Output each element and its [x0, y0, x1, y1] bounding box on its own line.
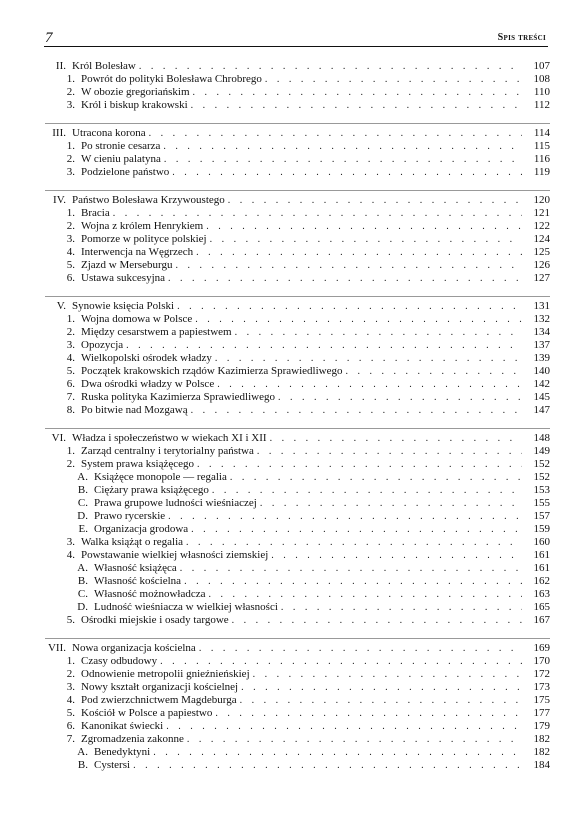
subsection-entry-page: 155 — [533, 496, 550, 509]
chapter-entry-number: IV. — [53, 193, 66, 206]
subchapter-entry[interactable] — [45, 339, 550, 352]
subchapter-entry-number: 2. — [66, 667, 75, 680]
subchapter-entry-title: Powstawanie wielkiej własności ziemskiej — [81, 548, 269, 561]
subchapter-entry-page: 170 — [533, 654, 550, 667]
subchapter-entry-page: 145 — [533, 390, 550, 403]
subsection-entry-page: 182 — [533, 745, 550, 758]
subchapter-entry-title: Powrót do polityki Bolesława Chrobrego — [81, 73, 262, 85]
subsection-entry-number: D. — [77, 600, 88, 613]
subchapter-entry-page: 152 — [533, 457, 550, 470]
subchapter-entry[interactable] — [45, 681, 550, 694]
subchapter-entry-title: Odnowienie metropolii gnieźnieńskiej — [81, 667, 250, 680]
subchapter-entry-title: Po stronie cesarza — [81, 139, 161, 152]
chapter-entry[interactable] — [45, 642, 550, 655]
dot-leader — [271, 549, 522, 562]
dot-leader — [270, 432, 522, 445]
subsection-entry[interactable] — [45, 510, 550, 523]
subchapter-entry-title: Początek krakowskich rządów Kazimierza Sprawiedliwego — [81, 364, 343, 377]
subchapter-entry-number: 5. — [66, 706, 75, 719]
subchapter-entry[interactable] — [45, 326, 550, 339]
dot-leader — [215, 707, 522, 720]
dot-leader — [208, 588, 522, 601]
subchapter-entry-page: 122 — [533, 219, 550, 232]
subchapter-entry-number: 2. — [66, 457, 75, 470]
subchapter-entry-number: 6. — [66, 271, 75, 284]
subchapter-entry-number: 1. — [66, 139, 75, 152]
chapter-entry[interactable] — [45, 300, 550, 313]
subchapter-entry-page: 124 — [533, 232, 550, 245]
dot-leader — [180, 562, 522, 575]
subchapter-entry-number: 1. — [66, 444, 75, 457]
subchapter-entry-page: 149 — [533, 444, 550, 457]
subchapter-entry-title: Zarząd centralny i terytorialny państwa — [81, 444, 254, 457]
dot-leader — [191, 404, 522, 417]
subchapter-entry[interactable] — [45, 313, 550, 326]
subchapter-entry-number: 4. — [66, 245, 75, 258]
dot-leader — [166, 720, 522, 733]
subchapter-entry[interactable] — [45, 99, 550, 112]
dot-leader — [206, 220, 522, 233]
dot-leader — [163, 140, 522, 153]
subchapter-entry[interactable] — [45, 614, 550, 627]
toc-chapter-section — [45, 60, 550, 123]
subchapter-entry[interactable] — [45, 246, 550, 259]
subchapter-entry-number: 3. — [66, 535, 75, 548]
subchapter-entry-page: 161 — [533, 548, 550, 561]
chapter-entry-number: II. — [55, 60, 66, 72]
subchapter-entry-number: 3. — [66, 680, 75, 693]
subsection-entry-title: Prawa grupowe ludności wieśniaczej — [94, 496, 257, 509]
chapter-entry[interactable] — [45, 194, 550, 207]
subsection-entry[interactable] — [45, 562, 550, 575]
subchapter-entry-number: 2. — [66, 86, 75, 98]
chapter-entry[interactable] — [45, 60, 550, 73]
subsection-entry-number: D. — [77, 509, 88, 522]
subchapter-entry[interactable] — [45, 365, 550, 378]
subchapter-entry-number: 1. — [66, 73, 75, 85]
dot-leader — [230, 471, 522, 484]
subchapter-entry-number: 6. — [66, 719, 75, 732]
chapter-entry-page: 120 — [533, 193, 550, 206]
dot-leader — [197, 458, 522, 471]
subsection-entry-page: 184 — [533, 758, 550, 771]
subchapter-entry-title: Walka książąt o regalia — [81, 535, 184, 548]
subchapter-entry-number: 5. — [66, 258, 75, 271]
subchapter-entry-title: Pomorze w polityce polskiej — [81, 232, 207, 245]
dot-leader — [126, 339, 522, 352]
subchapter-entry[interactable] — [45, 352, 550, 365]
subchapter-entry-number: 1. — [66, 312, 75, 325]
dot-leader — [241, 681, 522, 694]
subchapter-entry-title: Król i biskup krakowski — [81, 99, 188, 111]
dot-leader — [278, 391, 522, 404]
subchapter-entry-page: 172 — [533, 667, 550, 680]
subchapter-entry[interactable] — [45, 458, 550, 471]
subchapter-entry-page: 177 — [533, 706, 550, 719]
page-header — [45, 28, 548, 46]
subchapter-entry-title: Nowy kształt organizacji kościelnej — [81, 680, 239, 693]
table-of-contents — [45, 60, 550, 783]
dot-leader — [193, 86, 522, 99]
chapter-entry-page: 148 — [533, 431, 550, 444]
toc-chapter-section — [45, 123, 550, 190]
subchapter-entry-number: 7. — [66, 390, 75, 403]
subchapter-entry-number: 4. — [66, 351, 75, 364]
subchapter-entry-number: 2. — [66, 325, 75, 338]
dot-leader — [113, 207, 522, 220]
subsection-entry[interactable] — [45, 601, 550, 614]
subchapter-entry[interactable] — [45, 733, 550, 746]
subchapter-entry-title: Wielkopolski ośrodek władzy — [81, 351, 212, 364]
subchapter-entry-page: 110 — [533, 86, 550, 98]
subchapter-entry[interactable] — [45, 73, 550, 86]
dot-leader — [257, 445, 522, 458]
subchapter-entry[interactable] — [45, 536, 550, 549]
subsection-entry-page: 162 — [533, 574, 550, 587]
subchapter-entry-page: 173 — [533, 680, 550, 693]
subchapter-entry-page: 179 — [533, 719, 550, 732]
subsection-entry-number: B. — [77, 758, 88, 771]
subsection-entry[interactable] — [45, 588, 550, 601]
page-number: 7 — [45, 30, 53, 46]
subchapter-entry-title: Dwa ośrodki władzy w Polsce — [81, 377, 215, 390]
dot-leader — [133, 759, 522, 772]
subchapter-entry-page: 147 — [533, 403, 550, 416]
subsection-entry-title: Własność możnowładcza — [94, 587, 206, 600]
subchapter-entry-number: 3. — [66, 99, 75, 111]
dot-leader — [168, 272, 522, 285]
subchapter-entry-page: 127 — [533, 271, 550, 284]
chapter-entry[interactable] — [45, 127, 550, 140]
subsection-entry-number: C. — [77, 587, 88, 600]
subsection-entry-title: Ludność wieśniacza w wielkiej własności — [94, 600, 278, 613]
subsection-entry-title: Benedyktyni — [94, 745, 151, 758]
chapter-entry-title: Utracona korona — [72, 126, 146, 139]
subchapter-entry-page: 119 — [533, 165, 550, 178]
subchapter-entry-title: Pod zwierzchnictwem Magdeburga — [81, 693, 237, 706]
dot-leader — [172, 166, 522, 179]
subchapter-entry[interactable] — [45, 272, 550, 285]
subchapter-entry-title: Wojna z królem Henrykiem — [81, 219, 204, 232]
toc-chapter-section — [45, 638, 550, 783]
subchapter-entry[interactable] — [45, 668, 550, 681]
chapter-entry-page: 107 — [533, 60, 550, 72]
subchapter-entry-number: 1. — [66, 206, 75, 219]
subchapter-entry-title: Bracia — [81, 206, 110, 219]
chapter-entry-title: Państwo Bolesława Krzywoustego — [72, 193, 225, 206]
subchapter-entry-title: Zjazd w Merseburgu — [81, 258, 173, 271]
subchapter-entry-title: System prawa książęcego — [81, 457, 195, 470]
dot-leader — [177, 300, 522, 313]
subchapter-entry-title: Ośrodki miejskie i osady targowe — [81, 613, 229, 626]
chapter-entry-number: V. — [56, 299, 66, 312]
chapter-entry-number: VII. — [47, 641, 66, 654]
subchapter-entry-title: Opozycja — [81, 338, 124, 351]
subchapter-entry-title: W obozie gregoriańskim — [81, 86, 190, 98]
chapter-entry-page: 131 — [533, 299, 550, 312]
subchapter-entry-page: 132 — [533, 312, 550, 325]
dot-leader — [265, 73, 522, 86]
subchapter-entry-title: Zgromadzenia zakonne — [81, 732, 184, 745]
subchapter-entry-number: 5. — [66, 364, 75, 377]
subchapter-entry-number: 3. — [66, 338, 75, 351]
subchapter-entry-page: 112 — [533, 99, 550, 111]
dot-leader — [345, 365, 522, 378]
subsection-entry-title: Książęce monopole — regalia — [94, 470, 227, 483]
dot-leader — [149, 127, 522, 140]
subchapter-entry[interactable] — [45, 166, 550, 179]
chapter-entry-page: 169 — [533, 641, 550, 654]
dot-leader — [235, 326, 522, 339]
chapter-entry-title: Władza i społeczeństwo w wiekach XI i XII — [72, 431, 267, 444]
dot-leader — [153, 746, 522, 759]
subsection-entry-page: 152 — [533, 470, 550, 483]
subsection-entry[interactable] — [45, 575, 550, 588]
subchapter-entry-page: 142 — [533, 377, 550, 390]
subchapter-entry-page: 115 — [533, 139, 550, 152]
subchapter-entry-title: Kanonikat świecki — [81, 719, 164, 732]
subchapter-entry-page: 182 — [533, 732, 550, 745]
subchapter-entry-page: 160 — [533, 535, 550, 548]
toc-chapter-section — [45, 190, 550, 296]
subchapter-entry-page: 108 — [533, 73, 550, 85]
chapter-entry-title: Król Bolesław — [72, 60, 136, 72]
chapter-entry-number: III. — [52, 126, 66, 139]
dot-leader — [232, 614, 522, 627]
subchapter-entry-page: 121 — [533, 206, 550, 219]
dot-leader — [191, 523, 522, 536]
subsection-entry-title: Prawo rycerskie — [94, 509, 166, 522]
chapter-entry-title: Nowa organizacja kościelna — [72, 641, 196, 654]
subchapter-entry-number: 8. — [66, 403, 75, 416]
dot-leader — [281, 601, 522, 614]
subsection-entry-number: B. — [77, 483, 88, 496]
subchapter-entry[interactable] — [45, 404, 550, 417]
chapter-entry-page: 114 — [533, 126, 550, 139]
dot-leader — [253, 668, 522, 681]
subchapter-entry[interactable] — [45, 86, 550, 99]
subchapter-entry[interactable] — [45, 220, 550, 233]
subchapter-entry-number: 3. — [66, 165, 75, 178]
subchapter-entry[interactable] — [45, 707, 550, 720]
subchapter-entry-title: Kościół w Polsce a papiestwo — [81, 706, 213, 719]
subchapter-entry[interactable] — [45, 153, 550, 166]
subchapter-entry[interactable] — [45, 140, 550, 153]
dot-leader — [196, 246, 522, 259]
subsection-entry[interactable] — [45, 484, 550, 497]
chapter-entry[interactable] — [45, 432, 550, 445]
subchapter-entry-number: 7. — [66, 732, 75, 745]
dot-leader — [160, 655, 522, 668]
subchapter-entry-title: Wojna domowa w Polsce — [81, 312, 193, 325]
dot-leader — [215, 352, 522, 365]
subchapter-entry-number: 1. — [66, 654, 75, 667]
dot-leader — [186, 536, 522, 549]
subchapter-entry-page: 126 — [533, 258, 550, 271]
dot-leader — [164, 153, 522, 166]
dot-leader — [168, 510, 522, 523]
subchapter-entry[interactable] — [45, 207, 550, 220]
subchapter-entry-title: Ruska polityka Kazimierza Sprawiedliwego — [81, 390, 275, 403]
subchapter-entry-title: Czasy odbudowy — [81, 654, 158, 667]
subchapter-entry-number: 5. — [66, 613, 75, 626]
dot-leader — [175, 259, 522, 272]
subchapter-entry[interactable] — [45, 378, 550, 391]
subsection-entry-number: A. — [77, 470, 88, 483]
subchapter-entry-number: 2. — [66, 219, 75, 232]
subchapter-entry-title: W cieniu palatyna — [81, 152, 161, 165]
subchapter-entry-page: 139 — [533, 351, 550, 364]
subchapter-entry-page: 175 — [533, 693, 550, 706]
subsection-entry-title: Własność książęca — [94, 561, 177, 574]
subchapter-entry-number: 6. — [66, 377, 75, 390]
subchapter-entry[interactable] — [45, 720, 550, 733]
subsection-entry-number: A. — [77, 561, 88, 574]
subsection-entry-page: 161 — [533, 561, 550, 574]
subchapter-entry-page: 137 — [533, 338, 550, 351]
chapter-entry-title: Synowie księcia Polski — [72, 299, 175, 312]
dot-leader — [228, 194, 522, 207]
subsection-entry-title: Cystersi — [94, 758, 131, 771]
toc-chapter-section — [45, 296, 550, 428]
subsection-entry[interactable] — [45, 759, 550, 772]
subchapter-entry-title: Po bitwie nad Mozgawą — [81, 403, 188, 416]
subchapter-entry-page: 125 — [533, 245, 550, 258]
subsection-entry[interactable] — [45, 497, 550, 510]
dot-leader — [184, 575, 522, 588]
subsection-entry-number: A. — [77, 745, 88, 758]
subchapter-entry-page: 167 — [533, 613, 550, 626]
subchapter-entry[interactable] — [45, 391, 550, 404]
dot-leader — [217, 378, 522, 391]
subchapter-entry[interactable] — [45, 259, 550, 272]
subsection-entry-title: Ciężary prawa książęcego — [94, 483, 209, 496]
subsection-entry-page: 165 — [533, 600, 550, 613]
subchapter-entry[interactable] — [45, 549, 550, 562]
subchapter-entry[interactable] — [45, 655, 550, 668]
dot-leader — [240, 694, 522, 707]
subsection-entry[interactable] — [45, 471, 550, 484]
subchapter-entry-page: 140 — [533, 364, 550, 377]
dot-leader — [212, 484, 522, 497]
subchapter-entry[interactable] — [45, 445, 550, 458]
subsection-entry[interactable] — [45, 523, 550, 536]
subchapter-entry-title: Interwencja na Węgrzech — [81, 245, 194, 258]
running-title: Spis treści — [497, 32, 546, 43]
subchapter-entry-title: Między cesarstwem a papiestwem — [81, 325, 232, 338]
dot-leader — [187, 733, 522, 746]
subsection-entry-title: Własność kościelna — [94, 574, 182, 587]
subsection-entry-page: 153 — [533, 483, 550, 496]
subchapter-entry-number: 4. — [66, 548, 75, 561]
subsection-entry-page: 163 — [533, 587, 550, 600]
subchapter-entry-number: 2. — [66, 152, 75, 165]
dot-leader — [210, 233, 522, 246]
subchapter-entry-page: 134 — [533, 325, 550, 338]
chapter-entry-number: VI. — [51, 431, 66, 444]
subchapter-entry-number: 4. — [66, 693, 75, 706]
toc-chapter-section — [45, 428, 550, 638]
dot-leader — [191, 99, 522, 112]
subchapter-entry-number: 3. — [66, 232, 75, 245]
dot-leader — [260, 497, 522, 510]
subsection-entry-number: C. — [77, 496, 88, 509]
dot-leader — [139, 60, 522, 73]
subsection-entry[interactable] — [45, 746, 550, 759]
subsection-entry-number: B. — [77, 574, 88, 587]
subchapter-entry[interactable] — [45, 233, 550, 246]
subchapter-entry-page: 116 — [533, 152, 550, 165]
dot-leader — [199, 642, 522, 655]
subsection-entry-page: 157 — [533, 509, 550, 522]
dot-leader — [195, 313, 522, 326]
subchapter-entry[interactable] — [45, 694, 550, 707]
subsection-entry-number: E. — [78, 522, 88, 535]
header-rule — [44, 46, 548, 47]
subsection-entry-page: 159 — [533, 522, 550, 535]
subchapter-entry-title: Ustawa sukcesyjna — [81, 271, 166, 284]
subsection-entry-title: Organizacja grodowa — [94, 522, 189, 535]
subchapter-entry-title: Podzielone państwo — [81, 165, 170, 178]
